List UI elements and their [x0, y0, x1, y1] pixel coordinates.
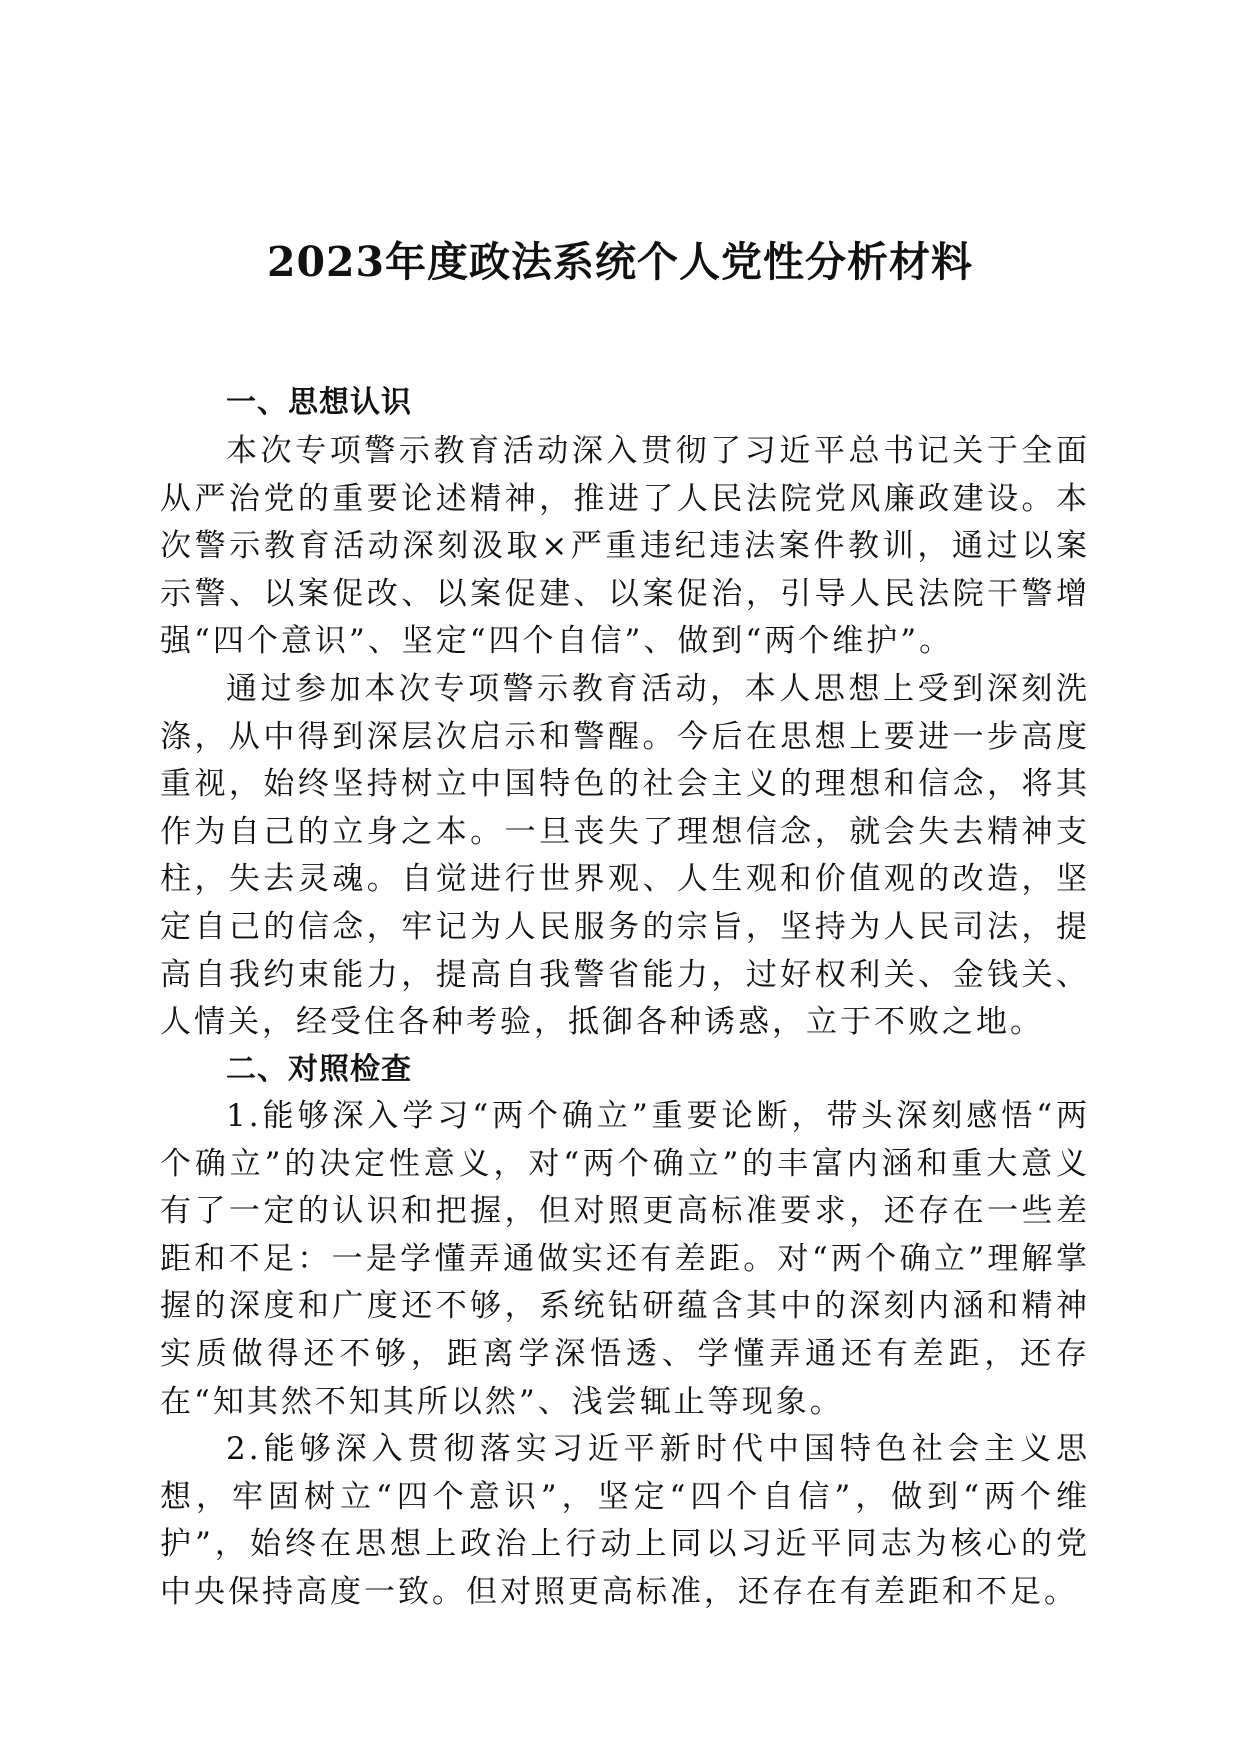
section-heading-thinking: 一、思想认识	[226, 385, 412, 420]
paragraph: 本次专项警示教育活动深入贯彻了习近平总书记关于全面从严治党的重要论述精神，推进了人民法院党风廉政建设。本次警示教育活动深刻汲取×严重违纪违法案件教训，通过以案示警、以案促改、以案促建、以案促治，引导人民法院干警增强“四个意识”、坚定“四个自信”、做到“两个维护”。	[160, 433, 1090, 660]
document-title: 2023年度政法系统个人党性分析材料	[266, 238, 974, 286]
paragraph: 2.能够深入贯彻落实习近平新时代中国特色社会主义思想，牢固树立“四个意识”，坚定“四个自信”，做到“两个维护”，始终在思想上政治上行动上同以习近平同志为核心的党中央保持高度一致。但对照更高标准，还存在有差距和不足。	[160, 1431, 1090, 1610]
section-heading-check: 二、对照检查	[226, 1052, 412, 1087]
paragraph: 1.能够深入学习“两个确立”重要论断，带头深刻感悟“两个确立”的决定性意义，对“两个确立”的丰富内涵和重大意义有了一定的认识和把握，但对照更高标准要求，还存在一些差距和不足：一是学懂弄通做实还有差距。对“两个确立”理解掌握的深度和广度还不够，系统钻研蕴含其中的深刻内涵和精神实质做得还不够，距离学深悟透、学懂弄通还有差距，还存在“知其然不知其所以然”、浅尝辄止等现象。	[160, 1098, 1090, 1420]
paragraph: 通过参加本次专项警示教育活动，本人思想上受到深刻洗涤，从中得到深层次启示和警醒。今后在思想上要进一步高度重视，始终坚持树立中国特色的社会主义的理想和信念，将其作为自己的立身之本。一旦丧失了理想信念，就会失去精神支柱，失去灵魂。自觉进行世界观、人生观和价值观的改造，坚定自己的信念，牢记为人民服务的宗旨，坚持为人民司法，提高自我约束能力，提高自我警省能力，过好权利关、金钱关、人情关，经受住各种考验，抵御各种诱惑，立于不败之地。	[160, 671, 1090, 1041]
